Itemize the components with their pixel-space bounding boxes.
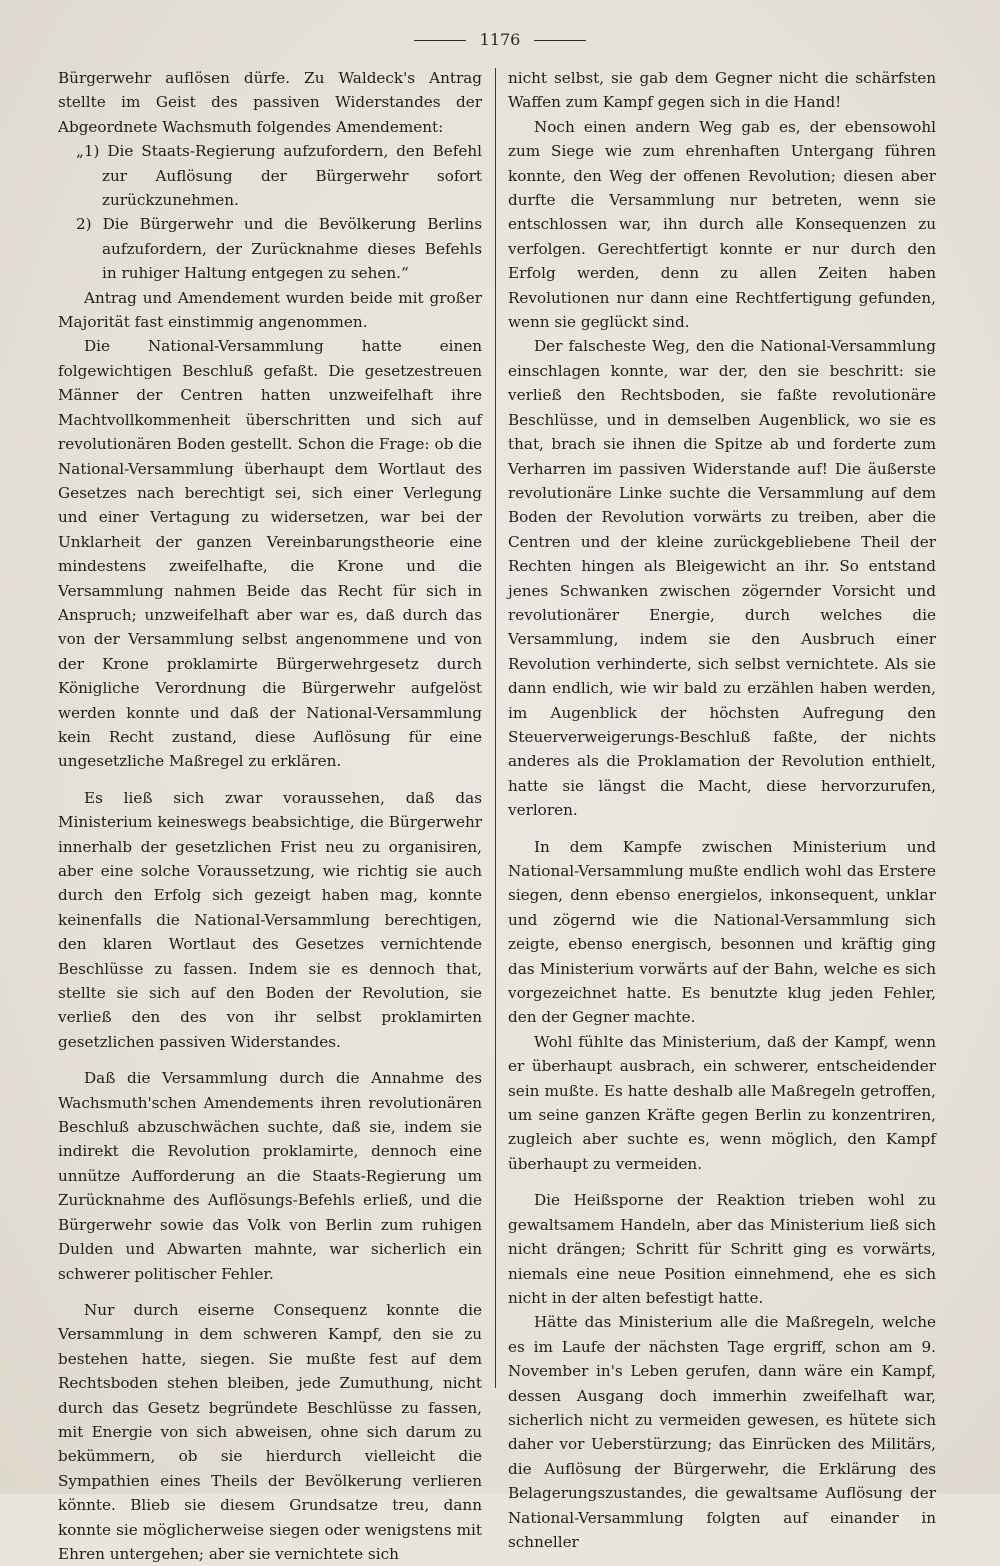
left-column bbox=[58, 66, 482, 1566]
paragraph: Der falscheste Weg, den die National-Versammlung einschlagen konnte, war der, den sie beschritt: sie verließ den Rechtsboden, sie faßte revolutionäre Beschlüsse, und in demselben Augenblick, wo sie es that, brach sie ihnen die Spitze ab und forderte zum Verharren im passiven Widerstande auf! Die äußerste revolutionäre Linke suchte die Versammlung auf dem Boden der Revolution vorwärts zu treiben, aber die Centren und der kleine zurückgebliebene Theil der Rechten hingen als Bleigewicht an ihr. So entstand jenes Schwanken zwischen zögernder Vorsicht und revolutionärer Energie, durch welches die Versammlung, indem sie den Ausbruch einer Revolution verhinderte, sich selbst vernichtete. Als sie dann endlich, wie wir bald zu erzählen haben werden, im Augenblick der höchsten Aufregung den Steuerverweigerungs-Beschluß faßte, der nichts anderes als die Proklamation der Revolution enthielt, hatte sie längst die Macht, diese hervorzurufen, verloren. bbox=[508, 337, 936, 820]
paragraph: Die Heißsporne der Reaktion trieben wohl zu gewaltsamem Handeln, aber das Ministerium ließ sich nicht drängen; Schritt für Schritt ging es vorwärts, niemals eine neue Position einnehmend, ehe es sich nicht in der alten befestigt hatte. bbox=[508, 1191, 936, 1307]
page-number: 1176 bbox=[479, 30, 521, 49]
page-header bbox=[0, 30, 1000, 49]
paragraph: Noch einen andern Weg gab es, der ebensowohl zum Siege wie zum ehrenhaften Untergang führen konnte, den Weg der offenen Revolution; diesen aber durfte die Versammlung nur betreten, wenn sie entschlossen war, ihn durch alle Konsequenzen zu verfolgen. Gerechtfertigt konnte er nur durch den Erfolg werden, denn zu allen Zeiten haben Revolutionen nur dann eine Rechtfertigung gefunden, wenn sie geglückt sind. bbox=[508, 117, 936, 332]
paragraph: Hätte das Ministerium alle die Maßregeln, welche es im Laufe der nächsten Tage ergriff, schon am 9. November in's Leben gerufen, dann wäre ein Kampf, dessen Ausgang doch immerhin zweifelhaft war, sicherlich nicht zu vermeiden gewesen, es hütete sich daher vor Ueberstürzung; das Einrücken des Militärs, die Auflösung der Bürgerwehr, die Erklärung des Belagerungszustandes, die gewaltsame Auflösung der National-Versammlung folgten auf einander in schneller bbox=[508, 1313, 936, 1551]
paragraph: 2) Die Bürgerwehr und die Bevölkerung Berlins aufzufordern, der Zurücknahme dieses Befehls in ruhiger Haltung entgegen zu sehen.“ bbox=[76, 215, 482, 283]
paragraph: „1) Die Staats-Regierung aufzufordern, den Befehl zur Auflösung der Bürgerwehr sofort zurückzunehmen. bbox=[76, 142, 482, 210]
paragraph: Es ließ sich zwar voraussehen, daß das Ministerium keineswegs beabsichtige, die Bürgerwehr innerhalb der gesetzlichen Frist neu zu organisiren, aber eine solche Voraussetzung, wie richtig sie auch durch den Erfolg sich gezeigt haben mag, konnte keinenfalls die National-Versammlung berechtigen, den klaren Wortlaut des Gesetzes vernichtende Beschlüsse zu fassen. Indem sie es dennoch that, stellte sie sich auf den Boden der Revolution, sie verließ den des von ihr selbst proklamirten gesetzlichen passiven Widerstandes. bbox=[58, 788, 482, 1051]
paragraph: In dem Kampfe zwischen Ministerium und National-Versammlung mußte endlich wohl das Erstere siegen, denn ebenso energielos, inkonsequent, unklar und zögernd wie die National-Versammlung sich zeigte, ebenso energisch, besonnen und kräftig ging das Ministerium vorwärts auf der Bahn, welche es sich vorgezeichnet hatte. Es benutzte klug jeden Fehler, den der Gegner machte. bbox=[508, 837, 936, 1027]
paragraph: nicht selbst, sie gab dem Gegner nicht die schärfsten Waffen zum Kampf gegen sich in die Hand! bbox=[508, 69, 936, 112]
paragraph: Wohl fühlte das Ministerium, daß der Kampf, wenn er überhaupt ausbrach, ein schwerer, entscheidender sein mußte. Es hatte deshalb alle Maßregeln getroffen, um seine ganzen Kräfte gegen Berlin zu konzentriren, zugleich aber suchte es, wenn möglich, den Kampf überhaupt zu vermeiden. bbox=[508, 1032, 936, 1173]
right-column bbox=[508, 66, 936, 1554]
header-rule-left bbox=[414, 40, 466, 41]
header-rule-right bbox=[534, 40, 586, 41]
paragraph: Bürgerwehr auflösen dürfe. Zu Waldeck's Antrag stellte im Geist des passiven Widerstandes der Abgeordnete Wachsmuth folgendes Amendement: bbox=[58, 69, 482, 136]
paragraph: Antrag und Amendement wurden beide mit großer Majorität fast einstimmig angenommen. bbox=[58, 288, 482, 332]
paragraph: Die National-Versammlung hatte einen folgewichtigen Beschluß gefaßt. Die gesetzestreuen Männer der Centren hatten unzweifelhaft ihre Machtvollkommenheit überschritten und sich auf revolutionären Boden gestellt. Schon die Frage: ob die National-Versammlung überhaupt dem Wortlaut des Gesetzes nach berechtigt sei, sich einer Verlegung und einer Vertagung zu widersetzen, war bei der Unklarheit der ganzen Vereinbarungstheorie eine mindestens zweifelhafte, die Krone und die Versammlung nahmen Beide das Recht für sich in Anspruch; unzweifelhaft aber war es, daß durch das von der Versammlung selbst angenommene und von der Krone proklamirte Bürgerwehrgesetz durch Königliche Verordnung die Bürgerwehr aufgelöst werden konnte und daß der National-Versammlung kein Recht zustand, diese Auflösung für eine ungesetzliche Maßregel zu erklären. bbox=[58, 337, 482, 771]
paragraph: Daß die Versammlung durch die Annahme des Wachsmuth'schen Amendements ihren revolutionären Beschluß abzuschwächen suchte, daß sie, indem sie indirekt die Revolution proklamirte, dennoch eine unnütze Aufforderung an die Staats-Regierung um Zurücknahme des Auflösungs-Befehls erließ, und die Bürgerwehr sowie das Volk von Berlin zum ruhigen Dulden und Abwarten mahnte, war sicherlich ein schwerer politischer Fehler. bbox=[58, 1069, 482, 1283]
column-divider bbox=[495, 68, 496, 1388]
paragraph: Nur durch eiserne Consequenz konnte die Versammlung in dem schweren Kampf, den sie zu bestehen hatte, siegen. Sie mußte fest auf dem Rechtsboden stehen bleiben, jede Zumuthung, nicht durch das Gesetz begründete Beschlüsse zu fassen, mit Energie von sich abweisen, ohne sich darum zu bekümmern, ob sie hierdurch vielleicht die Sympathien eines Theils der Bevölkerung verlieren könnte. Blieb sie diesem Grundsatze treu, dann konnte sie möglicherweise siegen oder wenigstens mit Ehren untergehen; aber sie vernichtete sich bbox=[58, 1300, 482, 1563]
